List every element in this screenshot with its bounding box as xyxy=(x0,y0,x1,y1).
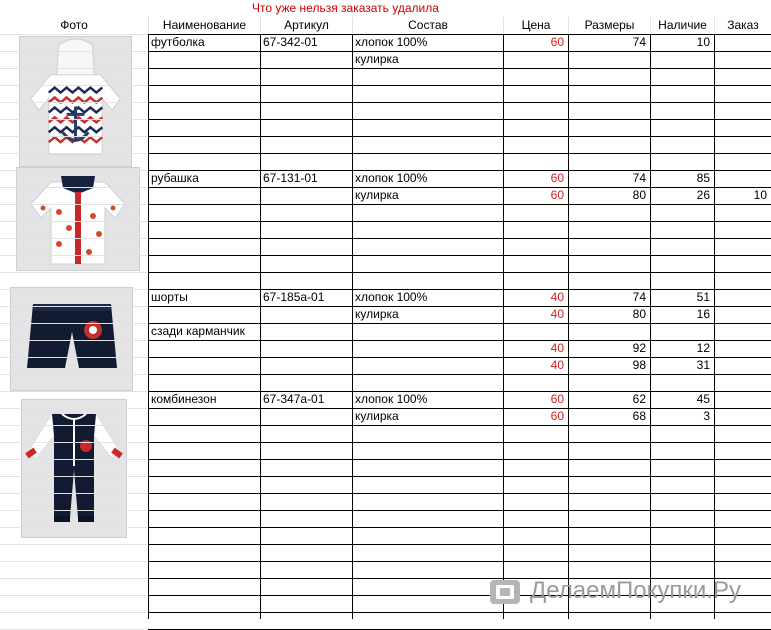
spreadsheet-grid xyxy=(0,17,771,619)
cell-composition[interactable]: кулирка xyxy=(355,52,399,66)
header-divider xyxy=(352,17,353,34)
row-border xyxy=(148,544,771,545)
cell-size[interactable]: 68 xyxy=(632,409,646,423)
cell-order[interactable] xyxy=(715,51,771,68)
cell-price[interactable] xyxy=(504,51,568,68)
row-border xyxy=(148,102,771,103)
row-border xyxy=(148,238,771,239)
row-border xyxy=(148,204,771,205)
cell-stock[interactable]: 12 xyxy=(696,341,710,355)
shopping-bag-icon xyxy=(488,576,522,606)
row-border xyxy=(148,527,771,528)
header-divider xyxy=(650,17,651,34)
cell-stock[interactable]: 3 xyxy=(703,409,710,423)
cell-article[interactable]: 67-185а-01 xyxy=(263,290,325,304)
cell-order[interactable]: 10 xyxy=(753,188,767,202)
cell-name[interactable]: шорты xyxy=(151,290,188,304)
row-border xyxy=(148,561,771,562)
row-border xyxy=(148,493,771,494)
cell-name[interactable] xyxy=(151,357,259,374)
cell-price[interactable]: 60 xyxy=(550,171,564,185)
cell-name[interactable] xyxy=(151,187,259,204)
column-border xyxy=(148,34,149,619)
banner xyxy=(0,0,771,17)
cell-composition[interactable]: хлопок 100% xyxy=(355,35,428,49)
cell-price[interactable]: 60 xyxy=(550,35,564,49)
row-border xyxy=(148,136,771,137)
row-border xyxy=(148,255,771,256)
row-border xyxy=(148,612,771,613)
cell-size[interactable]: 74 xyxy=(632,35,646,49)
cell-name[interactable] xyxy=(151,306,259,323)
cell-order[interactable] xyxy=(715,170,771,187)
row-border xyxy=(148,85,771,86)
cell-stock[interactable]: 51 xyxy=(696,290,710,304)
watermark-text: ДелаемПокупки.Ру xyxy=(530,577,741,604)
cell-article[interactable] xyxy=(263,51,351,68)
cell-stock[interactable]: 16 xyxy=(696,307,710,321)
cell-order[interactable] xyxy=(715,289,771,306)
cell-stock[interactable]: 45 xyxy=(696,392,710,406)
header-composition[interactable]: Состав xyxy=(408,18,448,32)
cell-name[interactable] xyxy=(151,408,259,425)
photo-romper xyxy=(21,399,127,538)
header-divider xyxy=(503,17,504,34)
cell-article[interactable]: 67-131-01 xyxy=(263,171,318,185)
header-name[interactable]: Наименование xyxy=(162,18,247,32)
cell-price[interactable]: 60 xyxy=(550,188,564,202)
cell-size[interactable]: 92 xyxy=(632,341,646,355)
cell-stock[interactable]: 85 xyxy=(696,171,710,185)
cell-composition[interactable] xyxy=(355,340,502,357)
cell-composition[interactable]: хлопок 100% xyxy=(355,171,428,185)
cell-name[interactable]: футболка xyxy=(151,35,205,49)
cell-name[interactable]: сзади карманчик xyxy=(151,324,245,338)
row-border xyxy=(148,459,771,460)
cell-composition[interactable]: кулирка xyxy=(355,307,399,321)
row-border xyxy=(148,119,771,120)
cell-price[interactable]: 40 xyxy=(550,341,564,355)
cell-stock[interactable] xyxy=(651,51,714,68)
column-border xyxy=(260,34,261,619)
cell-composition[interactable]: кулирка xyxy=(355,409,399,423)
row-border xyxy=(148,153,771,154)
cell-article[interactable] xyxy=(263,408,351,425)
photo-shorts xyxy=(10,287,133,391)
cell-composition[interactable]: хлопок 100% xyxy=(355,392,428,406)
romper-icon xyxy=(22,400,126,537)
cell-composition[interactable] xyxy=(355,357,502,374)
row-border xyxy=(148,221,771,222)
cell-article[interactable]: 67-342-01 xyxy=(263,35,318,49)
row-border xyxy=(148,374,771,375)
cell-order[interactable] xyxy=(715,340,771,357)
cell-price[interactable] xyxy=(504,323,568,340)
cell-price[interactable]: 60 xyxy=(550,392,564,406)
row-border xyxy=(148,510,771,511)
cell-order[interactable] xyxy=(715,34,771,51)
cell-article[interactable] xyxy=(263,357,351,374)
header-divider xyxy=(148,17,149,34)
header-divider xyxy=(260,17,261,34)
cell-stock[interactable]: 26 xyxy=(696,188,710,202)
row-border xyxy=(148,68,771,69)
cell-size[interactable]: 80 xyxy=(632,307,646,321)
cell-article[interactable] xyxy=(263,340,351,357)
cell-composition[interactable]: хлопок 100% xyxy=(355,290,428,304)
row-border xyxy=(148,425,771,426)
cell-order[interactable] xyxy=(715,357,771,374)
cell-order[interactable] xyxy=(715,391,771,408)
cell-stock[interactable] xyxy=(651,323,714,340)
header-order[interactable]: Заказ xyxy=(727,18,759,32)
cell-price[interactable]: 40 xyxy=(550,307,564,321)
cell-composition[interactable] xyxy=(355,323,502,340)
header-sizes[interactable]: Размеры xyxy=(584,18,635,32)
cell-size[interactable] xyxy=(569,51,650,68)
cell-article[interactable]: 67-347а-01 xyxy=(263,392,325,406)
cell-size[interactable]: 80 xyxy=(632,188,646,202)
cell-name[interactable]: комбинезон xyxy=(151,392,217,406)
banner-text: Что уже нельзя заказать удалила xyxy=(252,1,439,15)
cell-size[interactable] xyxy=(569,323,650,340)
row-border xyxy=(148,476,771,477)
cell-price[interactable]: 40 xyxy=(550,290,564,304)
cell-order[interactable] xyxy=(715,408,771,425)
cell-stock[interactable]: 31 xyxy=(696,358,710,372)
column-border xyxy=(352,34,353,619)
cell-size[interactable]: 62 xyxy=(632,392,646,406)
cell-order[interactable] xyxy=(715,323,771,340)
header-article[interactable]: Артикул xyxy=(284,18,329,32)
row-border xyxy=(148,442,771,443)
cell-size[interactable]: 74 xyxy=(632,171,646,185)
header-stock[interactable]: Наличие xyxy=(658,18,707,32)
header-divider xyxy=(714,17,715,34)
cell-article[interactable] xyxy=(263,323,351,340)
cell-price[interactable]: 40 xyxy=(550,358,564,372)
watermark xyxy=(488,574,741,608)
cell-article[interactable] xyxy=(263,306,351,323)
header-photo[interactable]: Фото xyxy=(60,18,88,32)
cell-composition[interactable]: кулирка xyxy=(355,188,399,202)
cell-article[interactable] xyxy=(263,187,351,204)
header-divider xyxy=(568,17,569,34)
row-border xyxy=(148,272,771,273)
cell-price[interactable]: 60 xyxy=(550,409,564,423)
cell-stock[interactable]: 10 xyxy=(696,35,710,49)
cell-size[interactable]: 98 xyxy=(632,358,646,372)
cell-order[interactable] xyxy=(715,306,771,323)
cell-name[interactable]: рубашка xyxy=(151,171,199,185)
cell-name[interactable] xyxy=(151,51,259,68)
cell-size[interactable]: 74 xyxy=(632,290,646,304)
header-price[interactable]: Цена xyxy=(521,18,551,32)
cell-name[interactable] xyxy=(151,340,259,357)
